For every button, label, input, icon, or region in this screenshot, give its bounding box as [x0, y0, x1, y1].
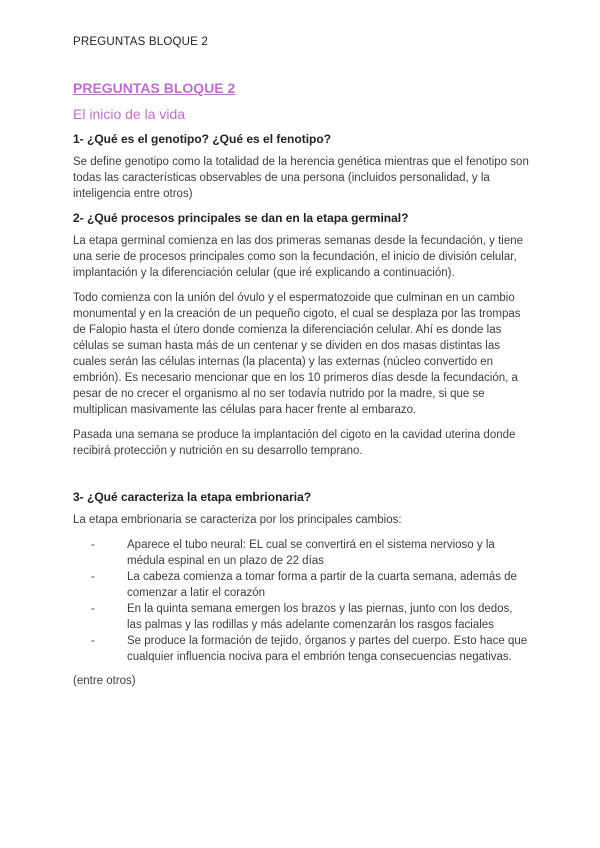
dash-marker: - — [91, 539, 95, 551]
section-heading: El inicio de la vida — [73, 106, 186, 122]
list-item-text: La cabeza comienza a tomar forma a partir de la cuarta semana, además de comenzar a latir el corazón — [127, 571, 517, 599]
list-item-text: En la quinta semana emergen los brazos y las piernas, junto con los dedos, las palmas y las rodillas y más adelante comenzarán los rasgos faciales — [127, 603, 513, 631]
answer-1: Se define genotipo como la totalidad de la herencia genética mientras que el fenotipo son todas las características observables de una persona (incluidos personalidad, y la inteligencia entre otros) — [73, 156, 529, 200]
list-item — [91, 569, 529, 601]
spacer — [73, 468, 529, 490]
document-body — [73, 80, 529, 698]
list-item — [91, 633, 529, 665]
answer-2-paragraph: Todo comienza con la unión del óvulo y el espermatozoide que culminan en un cambio monumental y en la creación de un pequeño cigoto, el cual se desplaza por las trompas de Falopio hasta el útero donde comienza la diferenciación celular. Ahí es donde las células se suman hasta más de un centenar y se dividen en dos masas distintas las cuales serán las células internas (la placenta) y las externas (núcleo convertido en embrión). Es necesario mencionar que en los 10 primeros días desde la fecundación, a pesar de no crecer el organismo al no ser todavía nutrido por la madre, si que se multiplican masivamente las células para hacer frente al embarazo. — [73, 292, 521, 416]
list-item — [91, 601, 529, 633]
list-item-text: Se produce la formación de tejido, órganos y partes del cuerpo. Esto hace que cualquier influencia nociva para el embrión tenga consecuencias negativas. — [127, 635, 528, 663]
answer-3-closing: (entre otros) — [73, 675, 136, 687]
dash-marker: - — [91, 635, 95, 647]
page-running-header: PREGUNTAS BLOQUE 2 — [73, 36, 209, 48]
list-item — [91, 537, 529, 569]
list-item-text: Aparece el tubo neural: EL cual se convertirá en el sistema nervioso y la médula espinal en un plazo de 22 días — [127, 539, 495, 567]
document-title: PREGUNTAS BLOQUE 2 — [73, 80, 236, 96]
answer-2-paragraph: La etapa germinal comienza en las dos primeras semanas desde la fecundación, y tiene una serie de procesos principales como son la fecundación, el inicio de división celular, implantación y la diferenciación celular (que iré explicando a continuación). — [73, 235, 524, 279]
question-2: 2- ¿Qué procesos principales se dan en la etapa germinal? — [73, 211, 409, 225]
dash-marker: - — [91, 603, 95, 615]
question-3: 3- ¿Qué caracteriza la etapa embrionaria? — [73, 490, 312, 504]
changes-list — [73, 537, 529, 665]
question-1: 1- ¿Qué es el genotipo? ¿Qué es el fenotipo? — [73, 132, 332, 146]
answer-2-paragraph: Pasada una semana se produce la implantación del cigoto en la cavidad uterina donde recibirá protección y nutrición en su desarrollo temprano. — [73, 429, 516, 457]
answer-3-intro: La etapa embrionaria se caracteriza por los principales cambios: — [73, 514, 402, 526]
dash-marker: - — [91, 571, 95, 583]
